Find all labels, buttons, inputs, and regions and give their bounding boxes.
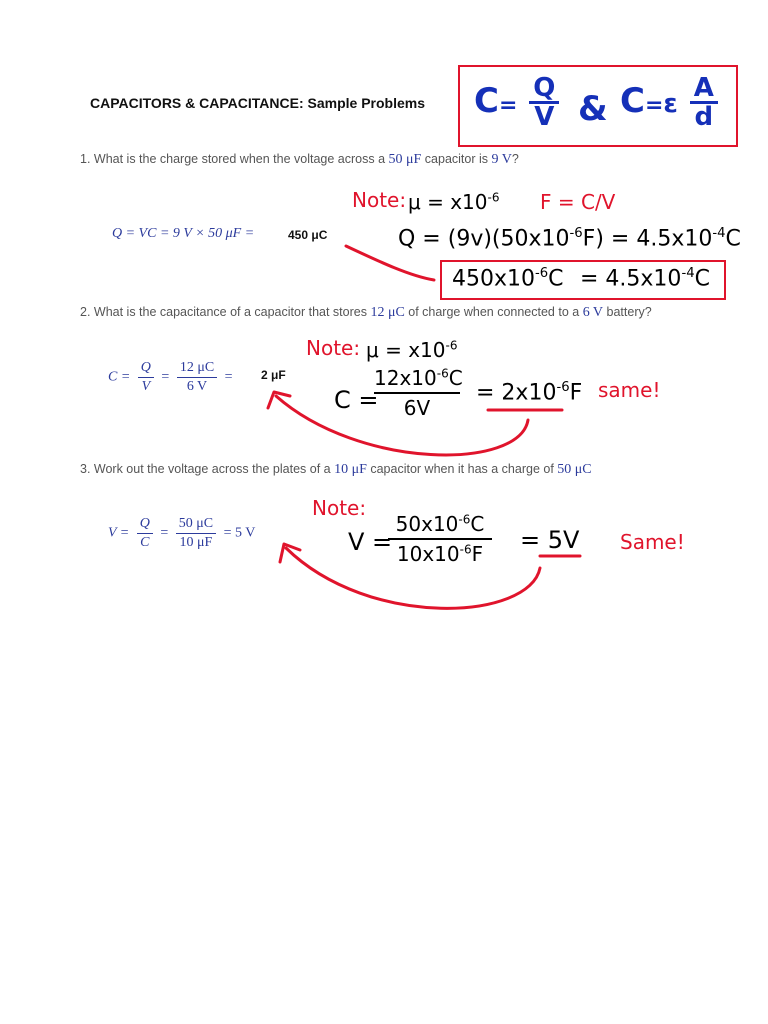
worked-fraction-2: $12x10^{-6}C$ 6V: [374, 366, 463, 420]
worked-lhs-2: C =: [334, 386, 379, 414]
worked-fraction-3: $50x10^{-6}C$ $10x10^{-6}F$: [388, 512, 492, 566]
page-title: CAPACITORS & CAPACITANCE: Sample Problems: [90, 95, 426, 111]
formula-charge: Q: [529, 75, 559, 104]
worked-result-3: = 5V: [520, 526, 580, 554]
worked-line-1: $Q = (9v)(50x10^{-6}F) = 4.5x10^{-4}C$: [398, 226, 741, 252]
note-label-3: Note:: [312, 496, 367, 520]
result-micro-coulomb: $450x10^{-6}C$: [452, 266, 564, 292]
formula-area: A: [690, 75, 718, 104]
question-1: 1. What is the charge stored when the voltage across a 50 μF capacitor is 9 V?: [80, 152, 519, 167]
worked-lhs-3: V =: [348, 528, 393, 556]
formula-capacitance-area-distance: C=ε $\frac{A}{d}$: [620, 75, 718, 130]
solution-1: Q = VC = 9 V × 50 μF =: [112, 226, 255, 241]
micro-conversion-2: $\mu = x10^{-6}$: [366, 338, 458, 362]
note-label-1: Note:: [352, 188, 407, 212]
result-scientific: = $4.5x10^{-4}C$: [580, 266, 710, 292]
formula-distance: d: [694, 102, 714, 132]
formula-voltage: V: [534, 102, 555, 132]
answer-2: 2 μF: [261, 368, 286, 382]
solution-2: C = $\frac{Q}{V}$ = $\frac{12 \mu C}{6 V}$ =: [108, 360, 233, 394]
farad-definition: F = C/V: [540, 190, 616, 214]
question-3: 3. Work out the voltage across the plates of a 10 μF capacitor when it has a charge of 50 μC: [80, 462, 592, 477]
worked-result-2: = $2x10^{-6}F$: [476, 380, 583, 406]
arrow-stroke-3: [286, 548, 540, 608]
arrow-stroke-1: [346, 246, 434, 280]
solution-3: V = $\frac{Q}{C}$ = $\frac{50 \mu C}{10 \mu F}$ = 5 V: [108, 516, 256, 550]
same-label-2: same!: [598, 378, 661, 402]
micro-conversion-1: $\mu = x10^{-6}$: [408, 190, 500, 214]
arrow-stroke-2: [276, 396, 528, 455]
answer-1: 450 μC: [288, 228, 328, 242]
formula-capacitance-charge-voltage: C= $\frac{Q}{V}$: [474, 75, 559, 130]
note-label-2: Note:: [306, 336, 361, 360]
formula-and: &: [578, 89, 608, 129]
question-2: 2. What is the capacitance of a capacitor that stores 12 μC of charge when connected to a 6 V battery?: [80, 305, 652, 320]
same-label-3: Same!: [620, 530, 685, 554]
